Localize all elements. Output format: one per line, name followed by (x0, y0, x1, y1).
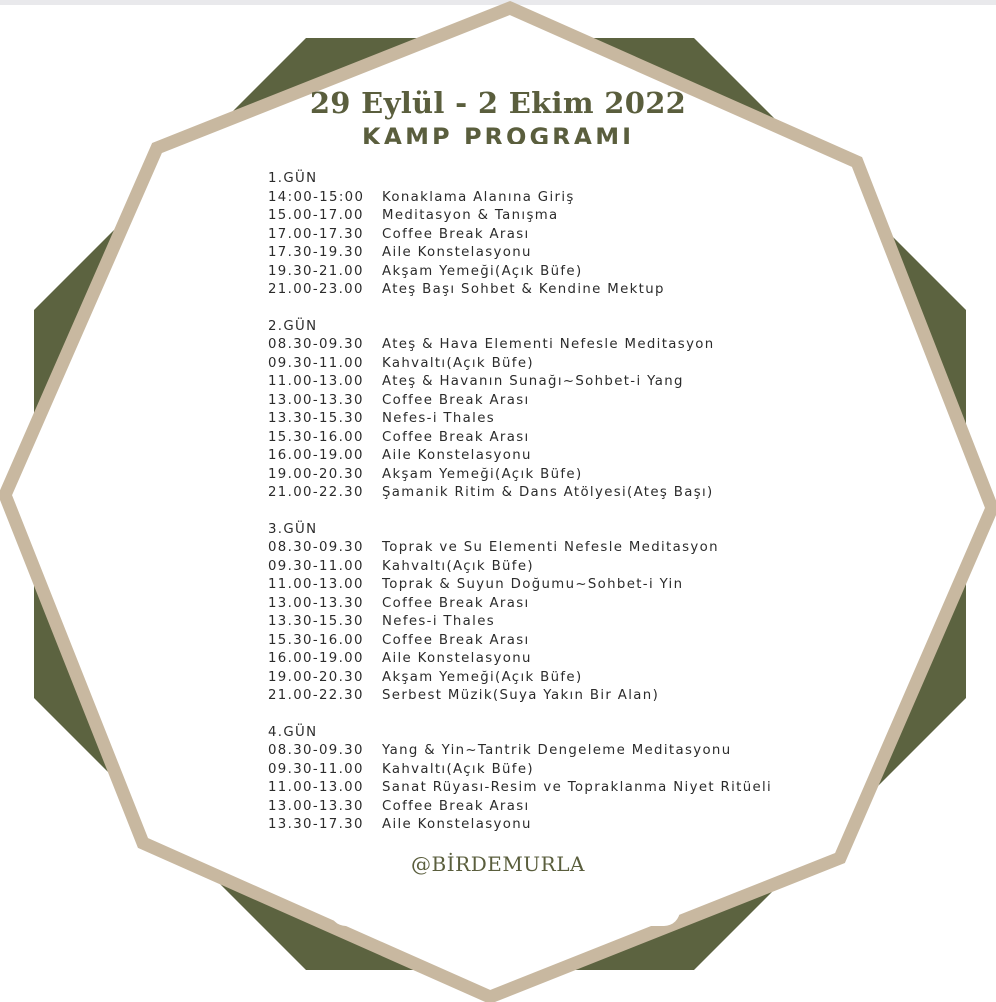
page-subtitle: KAMP PROGRAMI (361, 123, 635, 144)
schedule-row (268, 410, 828, 429)
activity-label: Meditasyon & Tanışma (382, 208, 559, 223)
schedule-row (268, 816, 828, 835)
activity-label: Şamanik Ritim & Dans Atölyesi(Ateş Başı) (382, 485, 714, 500)
activity-label: Coffee Break Arası (382, 226, 530, 242)
activity-label: Nefes-i Thales (382, 411, 496, 426)
time-range: 08.30-09.30 (268, 337, 364, 352)
activity-label: Coffee Break Arası (382, 595, 530, 611)
time-range: 09.30-11.00 (268, 355, 364, 371)
schedule-row (268, 429, 828, 448)
activity-label: Coffee Break Arası (382, 798, 530, 814)
time-range: 11.00-13.00 (268, 577, 364, 592)
activity-label: Ateş & Havanın Sunağı~Sohbet-i Yang (382, 374, 684, 389)
time-range: 13.30-15.30 (268, 614, 364, 629)
time-range: 13.00-13.30 (268, 392, 364, 408)
activity-label: Serbest Müzik(Suya Yakın Bir Alan) (382, 688, 660, 703)
schedule-row (268, 484, 828, 503)
time-range: 16.00-19.00 (268, 448, 364, 463)
activity-label: Ateş Başı Sohbet & Kendine Mektup (382, 282, 665, 297)
schedule-row (268, 244, 828, 263)
time-range: 16.00-19.00 (268, 651, 364, 666)
schedule-row (268, 632, 828, 651)
day-section (268, 170, 828, 300)
time-range: 14:00-15:00 (268, 189, 365, 205)
schedule-row (268, 189, 828, 208)
activity-label: Ateş & Hava Elementi Nefesle Meditasyon (382, 337, 715, 352)
activity-label: Nefes-i Thales (382, 614, 496, 629)
activity-label: Akşam Yemeği(Açık Büfe) (382, 263, 583, 279)
time-range: 15.00-17.00 (268, 208, 364, 223)
schedule-row (268, 761, 828, 780)
activity-label: Akşam Yemeği(Açık Büfe) (382, 466, 583, 482)
time-range: 21.00-22.30 (268, 688, 364, 703)
schedule (268, 170, 828, 853)
time-range: 21.00-23.00 (268, 282, 364, 297)
schedule-row (268, 650, 828, 669)
time-range: 13.00-13.30 (268, 798, 364, 814)
time-range: 15.30-16.00 (268, 632, 364, 648)
schedule-row (268, 392, 828, 411)
schedule-row (268, 669, 828, 688)
activity-label: Coffee Break Arası (382, 632, 530, 648)
activity-label: Kahvaltı(Açık Büfe) (382, 761, 534, 777)
day-title: 1.GÜN (268, 171, 318, 186)
time-range: 09.30-11.00 (268, 558, 364, 574)
schedule-row (268, 263, 828, 282)
activity-label: Aile Konstelasyonu (382, 448, 532, 463)
time-range: 13.30-15.30 (268, 411, 364, 426)
schedule-row (268, 447, 828, 466)
time-range: 19.00-20.30 (268, 669, 364, 685)
activity-label: Toprak ve Su Elementi Nefesle Meditasyon (382, 540, 719, 555)
activity-label: Aile Konstelasyonu (382, 245, 532, 260)
schedule-row (268, 281, 828, 300)
time-range: 13.00-13.30 (268, 595, 364, 611)
schedule-row (268, 207, 828, 226)
time-range: 19.00-20.30 (268, 466, 364, 482)
day-title: 4.GÜN (268, 724, 318, 740)
schedule-row (268, 539, 828, 558)
time-range: 21.00-22.30 (268, 485, 364, 500)
time-range: 11.00-13.00 (268, 780, 364, 795)
time-range: 17.00-17.30 (268, 226, 364, 242)
day-section (268, 521, 828, 706)
day-title: 2.GÜN (268, 318, 318, 334)
time-range: 15.30-16.00 (268, 429, 364, 445)
day-title: 3.GÜN (268, 521, 318, 537)
schedule-row (268, 576, 828, 595)
schedule-row (268, 355, 828, 374)
activity-label: Kahvaltı(Açık Büfe) (382, 558, 534, 574)
schedule-row (268, 687, 828, 706)
activity-label: Coffee Break Arası (382, 392, 530, 408)
schedule-row (268, 336, 828, 355)
schedule-row (268, 779, 828, 798)
activity-label: Sanat Rüyası-Resim ve Topraklanma Niyet Ritüeli (382, 780, 773, 795)
activity-label: Coffee Break Arası (382, 429, 530, 445)
activity-label: Toprak & Suyun Doğumu~Sohbet-i Yin (382, 577, 684, 592)
activity-label: Konaklama Alanına Giriş (382, 189, 575, 205)
activity-label: Aile Konstelasyonu (382, 651, 532, 666)
time-range: 08.30-09.30 (268, 540, 364, 555)
activity-label: Aile Konstelasyonu (382, 817, 532, 832)
schedule-row (268, 742, 828, 761)
schedule-row (268, 595, 828, 614)
schedule-row (268, 558, 828, 577)
social-handle: @BİRDEMURLA (411, 852, 585, 876)
activity-label: Yang & Yin~Tantrik Dengeleme Meditasyonu (382, 743, 732, 758)
schedule-row (268, 613, 828, 632)
schedule-row (268, 373, 828, 392)
activity-label: Akşam Yemeği(Açık Büfe) (382, 669, 583, 685)
time-range: 13.30-17.30 (268, 817, 364, 832)
schedule-row (268, 226, 828, 245)
time-range: 11.00-13.00 (268, 374, 364, 389)
page-title: 29 Eylül - 2 Ekim 2022 (309, 86, 687, 120)
day-section (268, 724, 828, 835)
schedule-row (268, 798, 828, 817)
activity-label: Kahvaltı(Açık Büfe) (382, 355, 534, 371)
day-section (268, 318, 828, 503)
schedule-row (268, 466, 828, 485)
time-range: 19.30-21.00 (268, 263, 364, 279)
time-range: 17.30-19.30 (268, 245, 364, 260)
time-range: 09.30-11.00 (268, 761, 364, 777)
white-smudge (330, 884, 680, 926)
time-range: 08.30-09.30 (268, 743, 364, 758)
